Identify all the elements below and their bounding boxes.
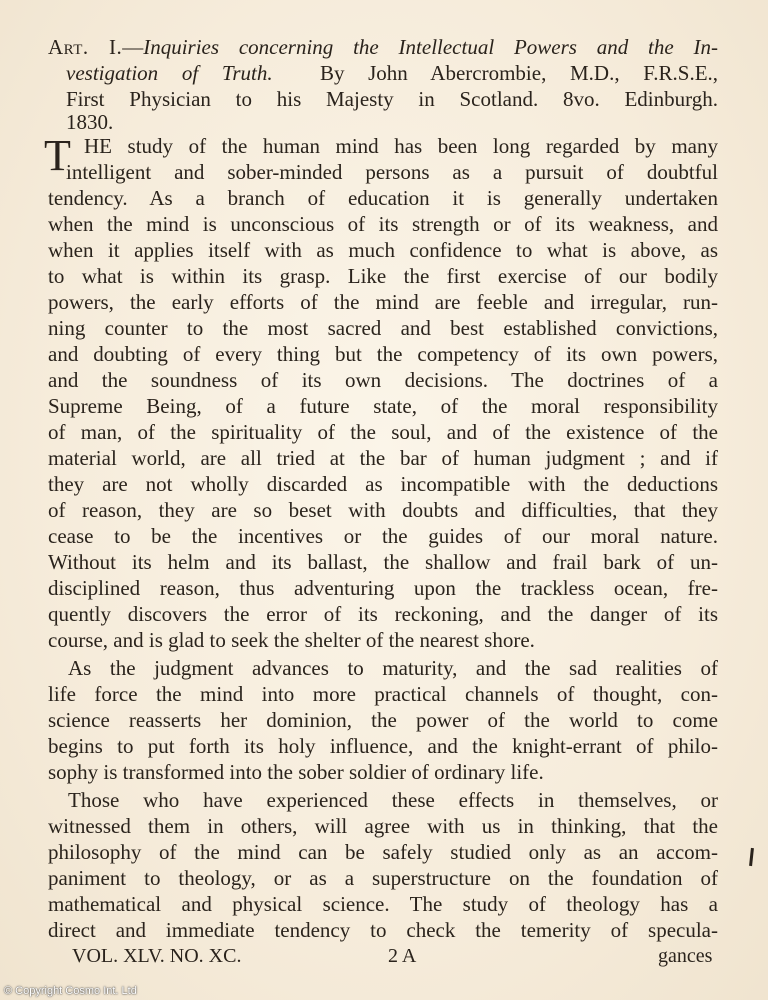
body-line: Supreme Being, of a future state, of the moral responsibility: [48, 394, 718, 418]
footer-signature: 2 A: [388, 945, 417, 967]
footer-volume: VOL. XLV. NO. XC.: [72, 945, 242, 967]
body-line: mathematical and physical science. The study of theology has a: [48, 892, 718, 916]
body-line: disciplined reason, thus adventuring upon the trackless ocean, fre-: [48, 576, 718, 600]
drop-cap: T: [44, 131, 71, 180]
body-line: course, and is glad to seek the shelter of the nearest shore.: [48, 628, 535, 652]
body-line: they are not wholly discarded as incompatible with the deductions: [48, 472, 718, 496]
body-line: quently discovers the error of its reckoning, and the danger of its: [48, 602, 718, 626]
body-line: science reasserts her dominion, the power of the world to come: [48, 708, 718, 732]
body-line: philosophy of the mind can be safely studied only as an accom-: [48, 840, 718, 864]
body-line: begins to put forth its holy influence, and the knight-errant of philo-: [48, 734, 718, 758]
footer-catchword: gances: [658, 945, 713, 967]
body-line: and doubting of every thing but the competency of its own powers,: [48, 342, 718, 366]
body-line: paniment to theology, or as a superstructure on the foundation of: [48, 866, 718, 890]
body-line: HE study of the human mind has been long regarded by many: [84, 134, 718, 158]
body-line: Without its helm and its ballast, the shallow and frail bark of un-: [48, 550, 718, 574]
margin-mark: [749, 848, 754, 866]
body-line: witnessed them in others, will agree with us in thinking, that the: [48, 814, 718, 838]
body-line: direct and immediate tendency to check the temerity of specula-: [48, 918, 718, 942]
body-line: As the judgment advances to maturity, and the sad realities of: [68, 656, 718, 680]
article-title-part-1: Inquiries concerning the Intellectual Powers and the In-: [143, 35, 718, 59]
body-line: Those who have experienced these effects in themselves, or: [68, 788, 718, 812]
body-line: sophy is transformed into the sober soldier of ordinary life.: [48, 760, 544, 784]
body-line: when it applies itself with as much confidence to what is above, as: [48, 238, 718, 262]
article-year: 1830.: [66, 110, 114, 134]
body-line: powers, the early efforts of the mind are feeble and irregular, run-: [48, 290, 718, 314]
article-title-line-1: Art. I.—Inquiries concerning the Intellectual Powers and the In-: [48, 35, 718, 59]
body-line: ning counter to the most sacred and best established convictions,: [48, 316, 718, 340]
copyright-watermark: © Copyright Cosmo Int. Ltd: [4, 985, 137, 997]
body-line: life force the mind into more practical channels of thought, con-: [48, 682, 718, 706]
article-label: Art. I.: [48, 35, 123, 59]
article-publication-line: First Physician to his Majesty in Scotland. 8vo. Edinburgh.: [66, 87, 718, 111]
body-line: of man, of the spirituality of the soul, and of the existence of the: [48, 420, 718, 444]
body-line: material world, are all tried at the bar of human judgment ; and if: [48, 446, 718, 470]
body-line: cease to be the incentives or the guides of our moral nature.: [48, 524, 718, 548]
body-line: intelligent and sober-minded persons as a pursuit of doubtful: [66, 160, 718, 184]
body-line: when the mind is unconscious of its strength or of its weakness, and: [48, 212, 718, 236]
body-line: tendency. As a branch of education it is generally undertaken: [48, 186, 718, 210]
body-line: to what is within its grasp. Like the first exercise of our bodily: [48, 264, 718, 288]
article-byline: By John Abercrombie, M.D., F.R.S.E.,: [319, 61, 719, 85]
article-title-line-2: [66, 60, 718, 86]
body-line: and the soundness of its own decisions. The doctrines of a: [48, 368, 718, 392]
article-title-part-2: vestigation of Truth.: [66, 61, 273, 85]
body-line: of reason, they are so beset with doubts and difficulties, that they: [48, 498, 718, 522]
